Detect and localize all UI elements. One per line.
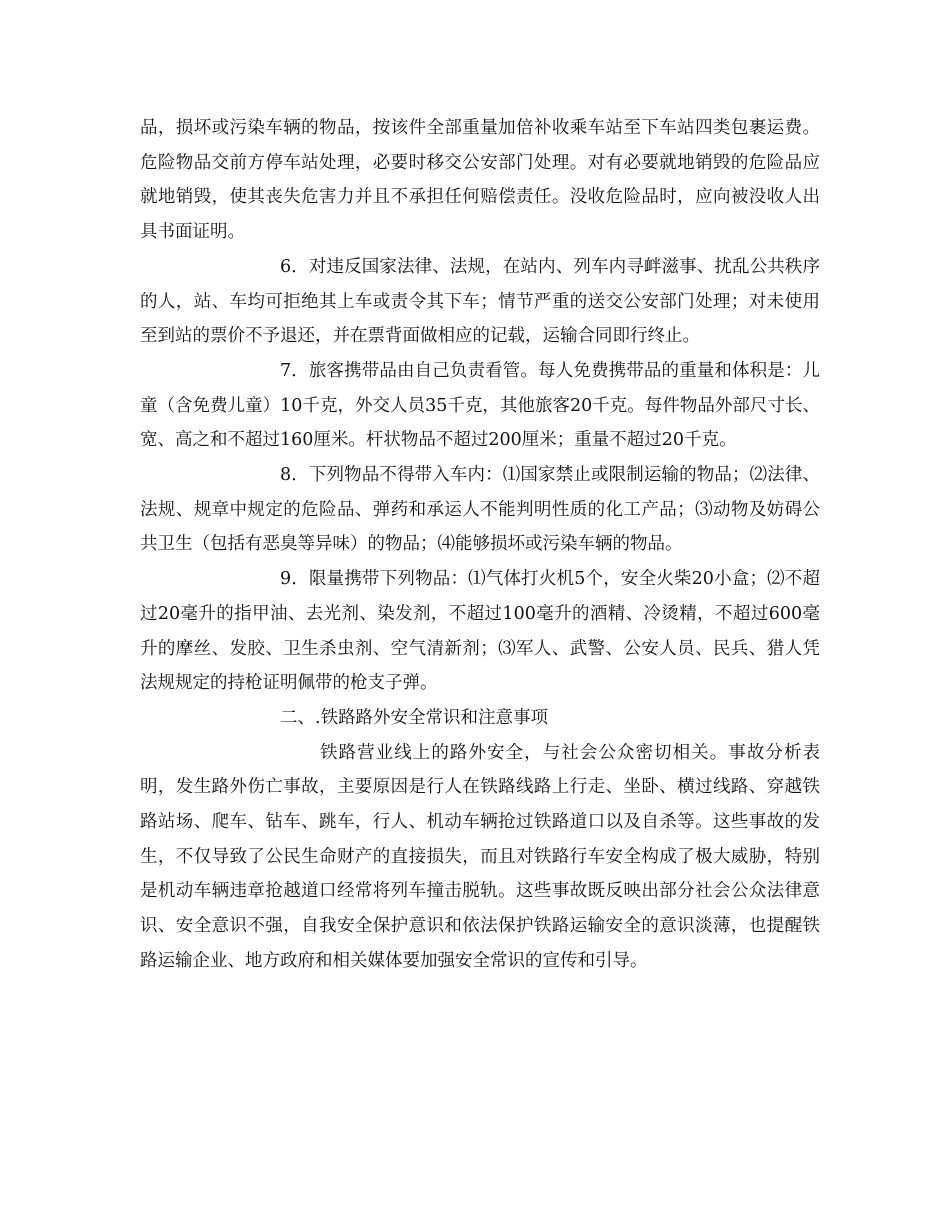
paragraph-item-9: 9．限量携带下列物品：⑴气体打火机5个，安全火柴20小盒；⑵不超过20毫升的指甲油、去光剂、染发剂，不超过100毫升的酒精、冷烫精，不超过600毫升的摩丝、发胶、卫生杀虫剂、空气清新剂；⑶军人、武警、公安人员、民兵、猎人凭法规规定的持枪证明佩带的枪支子弹。 [140,569,820,694]
paragraph-item-7: 7．旅客携带品由自己负责看管。每人免费携带品的重量和体积是：儿童（含免费儿童）10千克，外交人员35千克，其他旅客20千克。每件物品外部尺寸长、宽、高之和不超过160厘米。杆状物品不超过200厘米；重量不超过20千克。 [140,360,820,451]
document-page [140,111,820,979]
section-heading: 二、.铁路路外安全常识和注意事项 [280,707,549,728]
paragraph-item-6: 6．对违反国家法律、法规，在站内、列车内寻衅滋事、扰乱公共秩序的人，站、车均可拒绝其上车或责令其下车；情节严重的送交公安部门处理；对未使用至到站的票价不予退还，并在票背面做相应的记载，运输合同即行终止。 [140,256,820,347]
paragraph-item-8: 8．下列物品不得带入车内：⑴国家禁止或限制运输的物品；⑵法律、法规、规章中规定的危险品、弹药和承运人不能判明性质的化工产品；⑶动物及妨碍公共卫生（包括有恶臭等异味）的物品；⑷能够损坏或污染车辆的物品。 [140,465,820,555]
paragraph-continuation: 品，损坏或污染车辆的物品，按该件全部重量加倍补收乘车站至下车站四类包裹运费。危险物品交前方停车站处理，必要时移交公安部门处理。对有必要就地销毁的危险品应就地销毁，使其丧失危害力并且不承担任何赔偿责任。没收危险品时，应向被没收人出具书面证明。 [140,118,820,243]
section-paragraph: 铁路营业线上的路外安全，与社会公众密切相关。事故分析表明，发生路外伤亡事故，主要原因是行人在铁路线路上行走、坐卧、横过线路、穿越铁路站场、爬车、钻车、跳车，行人、机动车辆抢过铁路道口以及自杀等。这些事故的发生，不仅导致了公民生命财产的直接损失，而且对铁路行车安全构成了极大威胁，特别是机动车辆违章抢越道口经常将列车撞击脱轨。这些事故既反映出部分社会公众法律意识、安全意识不强，自我安全保护意识和依法保护铁路运输安全的意识淡薄，也提醒铁路运输企业、地方政府和相关媒体要加强安全常识的宣传和引导。 [140,742,820,971]
